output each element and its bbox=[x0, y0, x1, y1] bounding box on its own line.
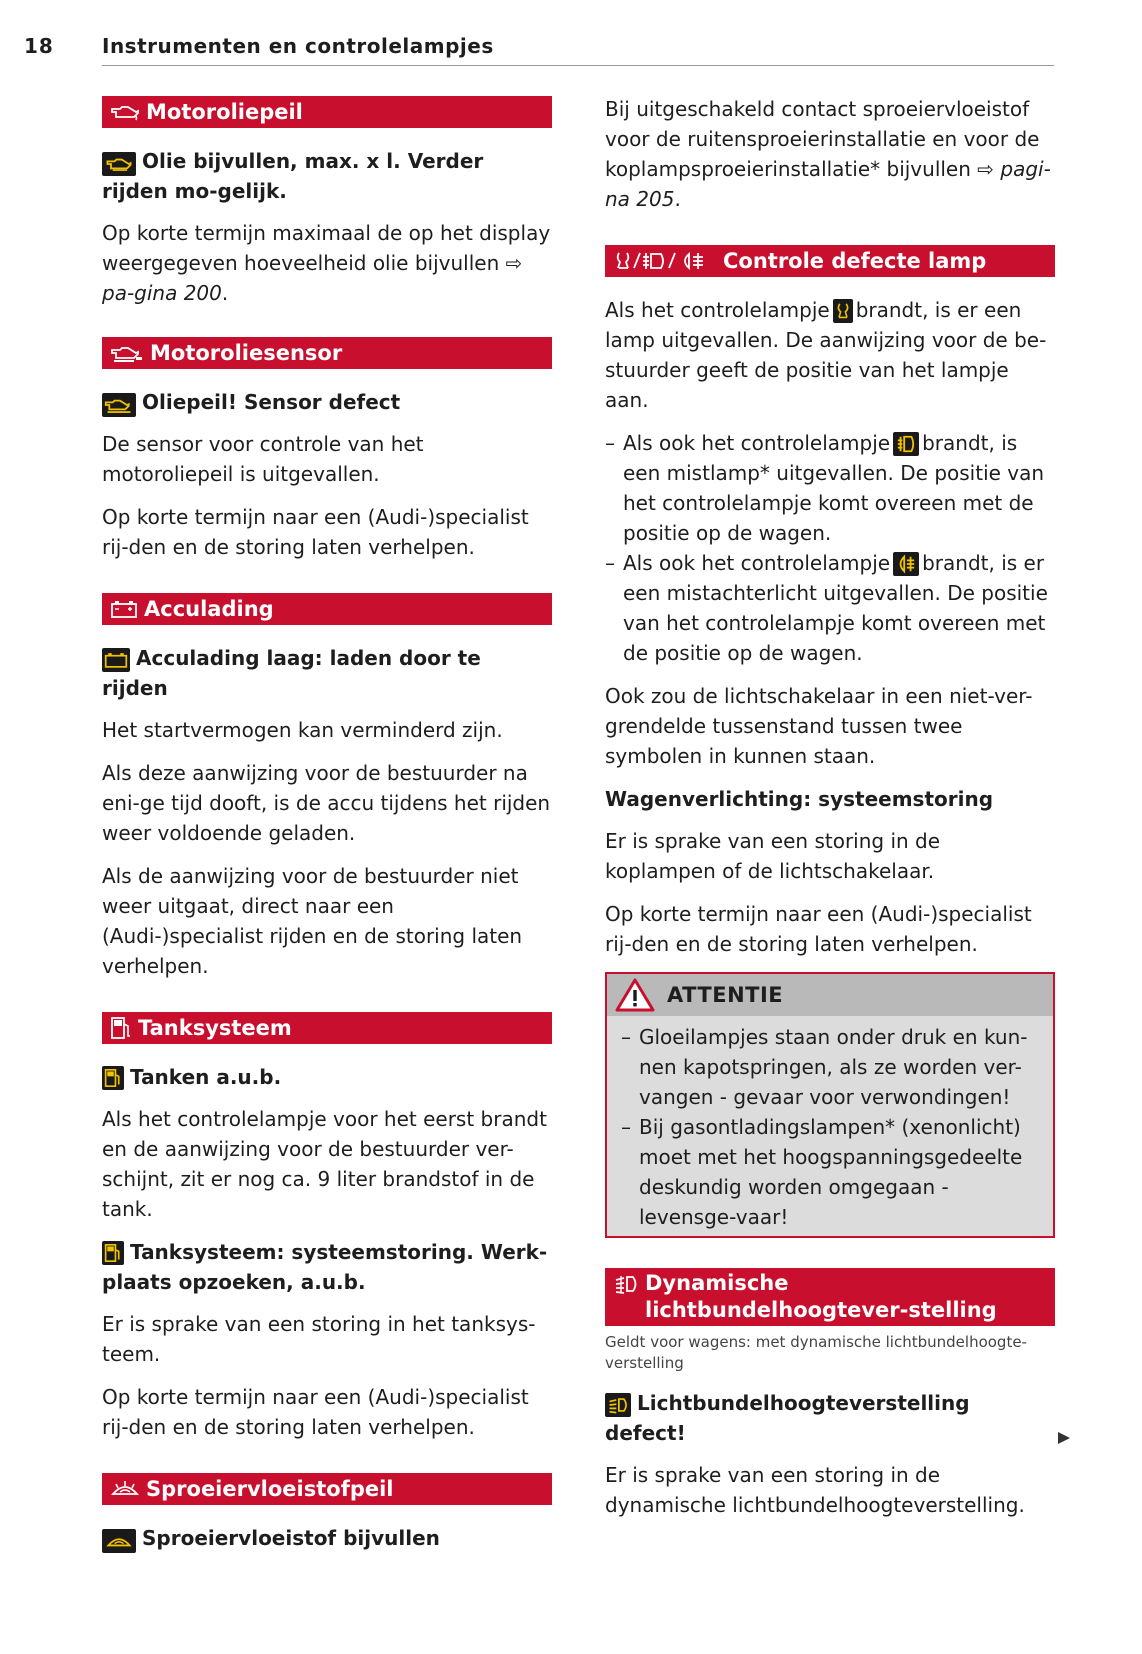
bulb-failure-icon bbox=[613, 247, 717, 275]
list-item: – Gloeilampjes staan onder druk en kun-nen kapotspringen, als ze worden ver-vangen - gevaar voor verwondingen! bbox=[621, 1022, 1041, 1112]
section-bar-dynamische-lichtbundel bbox=[605, 1268, 1055, 1326]
message-heading: Tanksysteem: systeemstoring. Werk-plaats opzoeken, a.u.b. bbox=[102, 1240, 548, 1294]
paragraph: Er is sprake van een storing in de dynamische lichtbundelhoogteverstelling. bbox=[605, 1463, 1025, 1517]
right-column bbox=[605, 94, 1055, 1533]
page-number: 18 bbox=[24, 34, 54, 58]
paragraph: Op korte termijn naar een (Audi-)specialist rij-den en de storing laten verhelpen. bbox=[605, 902, 1032, 956]
message-heading: Acculading laag: laden door te rijden bbox=[102, 646, 481, 700]
paragraph: Er is sprake van een storing in de koplampen of de lichtschakelaar. bbox=[605, 829, 941, 883]
chapter-title: Instrumenten en controlelampjes bbox=[102, 34, 494, 58]
section-bar-acculading bbox=[102, 593, 552, 625]
section-bar-sproeiervloeistofpeil bbox=[102, 1473, 552, 1505]
battery-indicator-icon bbox=[102, 648, 130, 672]
message-heading: Sproeiervloeistof bijvullen bbox=[102, 1523, 552, 1553]
oil-sensor-indicator-icon bbox=[102, 393, 136, 417]
list-item: – Als ook het controlelampje brandt, is er een mistachterlicht uitgevallen. De positie van het controlelampje komt overeen met de positie op de wagen. bbox=[605, 548, 1055, 668]
warning-list bbox=[607, 1016, 1053, 1236]
headlight-range-icon bbox=[613, 1270, 639, 1298]
page-reference-link[interactable]: pa-gina 200 bbox=[102, 281, 222, 305]
battery-icon bbox=[110, 595, 138, 623]
paragraph: Er is sprake van een storing in het tanksys-teem. bbox=[102, 1312, 536, 1366]
section-title: Controle defecte lamp bbox=[723, 249, 987, 273]
section-title: Acculading bbox=[144, 597, 274, 621]
rear-fog-indicator-icon bbox=[893, 552, 919, 576]
paragraph: De sensor voor controle van het motoroliepeil is uitgevallen. bbox=[102, 432, 424, 486]
section-bar-controle-defecte-lamp bbox=[605, 245, 1055, 277]
paragraph: Ook zou de lichtschakelaar in een niet-ver-grendelde tussenstand tussen twee symbolen in kunnen staan. bbox=[605, 684, 1033, 768]
section-bar-tanksysteem bbox=[102, 1012, 552, 1044]
applicability-note: Geldt voor wagens: met dynamische lichtbundelhoogte-verstelling bbox=[605, 1333, 1027, 1372]
paragraph: Bij uitgeschakeld contact sproeiervloeistof voor de ruitensproeierinstallatie en voor de koplampsproeierinstallatie* bijvullen ⇨ pagi-na 205. bbox=[605, 97, 1051, 211]
message-heading: Oliepeil! Sensor defect bbox=[102, 387, 552, 417]
message-heading: Tanken a.u.b. bbox=[102, 1062, 552, 1092]
paragraph: Op korte termijn naar een (Audi-)specialist rij-den en de storing laten verhelpen. bbox=[102, 505, 529, 559]
paragraph: Als het controlelampje voor het eerst brandt en de aanwijzing voor de bestuurder ver-schijnt, zit er nog ca. 9 liter brandstof in de tank. bbox=[102, 1107, 547, 1221]
section-bar-motoroliepeil bbox=[102, 96, 552, 128]
list-item: – Bij gasontladingslampen* (xenonlicht) moet met het hoogspanningsgedeelte deskundig worden omgegaan - levensge-vaar! bbox=[621, 1112, 1041, 1232]
oil-sensor-icon bbox=[110, 339, 144, 367]
paragraph: Als het controlelampje brandt, is er een lamp uitgevallen. De aanwijzing voor de be-stuurder geeft de positie van het lampje aan. bbox=[605, 298, 1047, 412]
warning-box bbox=[605, 972, 1055, 1238]
oil-level-indicator-icon bbox=[102, 152, 136, 176]
paragraph: Het startvermogen kan verminderd zijn. bbox=[102, 718, 503, 742]
paragraph: Op korte termijn maximaal de op het display weergegeven hoeveelheid olie bijvullen ⇨ pa-gina 200. bbox=[102, 221, 551, 305]
fuel-indicator-icon bbox=[102, 1066, 124, 1090]
washer-fluid-icon bbox=[110, 1475, 140, 1503]
message-heading: Wagenverlichting: systeemstoring bbox=[605, 787, 994, 811]
list-item: – Als ook het controlelampje brandt, is een mistlamp* uitgevallen. De positie van het controlelampje komt overeen met de positie op de wagen. bbox=[605, 428, 1055, 548]
section-title: Motoroliesensor bbox=[150, 341, 343, 365]
bulb-indicator-icon bbox=[833, 299, 853, 323]
warning-title: ATTENTIE bbox=[667, 983, 784, 1007]
headlight-range-indicator-icon bbox=[605, 1393, 631, 1417]
paragraph: Als de aanwijzing voor de bestuurder niet weer uitgaat, direct naar een (Audi-)specialist rijden en de storing laten verhelpen. bbox=[102, 864, 523, 978]
fog-lamp-indicator-icon bbox=[893, 432, 919, 456]
section-title: Motoroliepeil bbox=[146, 100, 303, 124]
washer-fluid-indicator-icon bbox=[102, 1529, 136, 1553]
paragraph: Op korte termijn naar een (Audi-)specialist rij-den en de storing laten verhelpen. bbox=[102, 1385, 529, 1439]
continue-arrow-icon[interactable] bbox=[1056, 1430, 1072, 1450]
section-bar-motoroliesensor bbox=[102, 337, 552, 369]
fog-lamp-list bbox=[605, 428, 1055, 668]
message-heading: Olie bijvullen, max. x l. Verder rijden mo-gelijk. bbox=[102, 149, 484, 203]
oil-can-icon bbox=[110, 98, 140, 126]
warning-header bbox=[607, 974, 1053, 1016]
page-reference-link[interactable]: pagi-na 205 bbox=[605, 157, 1051, 211]
fuel-pump-icon bbox=[110, 1014, 132, 1042]
section-title: Dynamische lichtbundelhoogtever-stelling bbox=[645, 1271, 997, 1322]
fuel-indicator-icon bbox=[102, 1241, 124, 1265]
header-divider bbox=[102, 65, 1054, 66]
section-title: Sproeiervloeistofpeil bbox=[146, 1477, 394, 1501]
warning-triangle-icon bbox=[615, 978, 655, 1012]
message-heading: Lichtbundelhoogteverstelling defect! bbox=[605, 1391, 970, 1445]
left-column bbox=[102, 96, 552, 1565]
paragraph: Als deze aanwijzing voor de bestuurder na eni-ge tijd dooft, is de accu tijdens het rijden weer voldoende geladen. bbox=[102, 761, 551, 845]
section-title: Tanksysteem bbox=[138, 1016, 292, 1040]
